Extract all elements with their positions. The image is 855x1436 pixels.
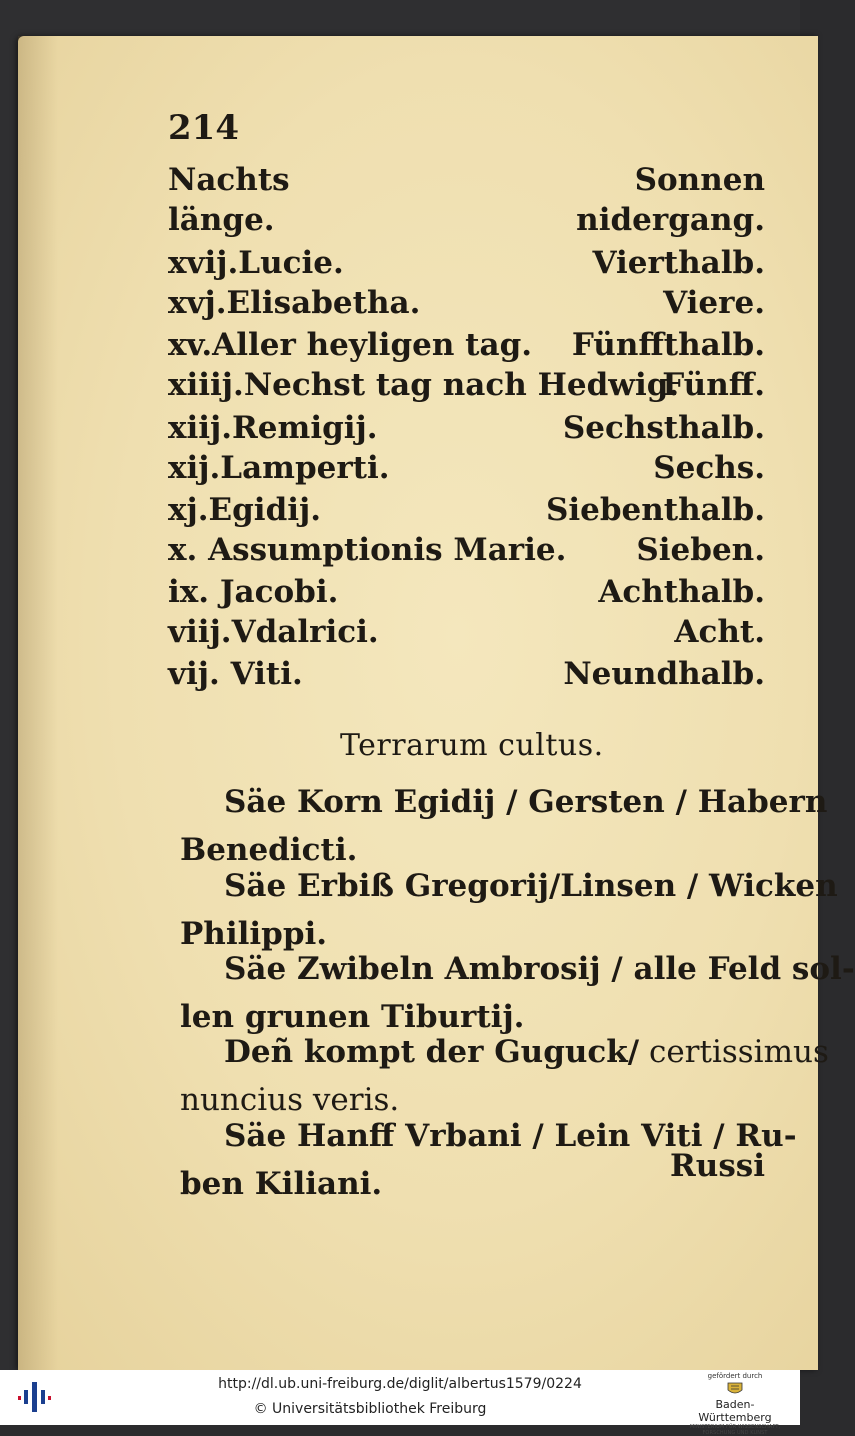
- page-number: 214: [168, 108, 239, 148]
- row-hours: Vierthalb.: [592, 245, 765, 281]
- row-hours: Fünffthalb.: [571, 327, 765, 363]
- latin-text: certissimus: [639, 1034, 829, 1070]
- table-row: [168, 448, 765, 488]
- table-header-right: nidergang.: [576, 202, 765, 238]
- paragraph-first-line: Säe Zwibeln Ambrosij / alle Feld sol-: [224, 951, 855, 987]
- paragraph-second-line: Benedicti.: [180, 832, 358, 868]
- row-hours: Acht.: [674, 614, 765, 650]
- row-hours: Achthalb.: [598, 574, 765, 610]
- sponsor-name: Baden-Württemberg: [698, 1398, 772, 1424]
- paragraph-first-line: Säe Hanff Vrbani / Lein Viti / Ru-: [224, 1118, 797, 1154]
- paragraph: [180, 862, 838, 958]
- row-hours: Siebenthalb.: [545, 492, 765, 528]
- sponsor-ministry: MINISTERIUM FÜR WISSENSCHAFT, FORSCHUNG UND KUNST: [689, 1424, 781, 1436]
- row-date: xiij.Remigij.: [168, 410, 378, 446]
- section-heading: Terrarum cultus.: [340, 728, 604, 763]
- paragraph-second-line: nuncius veris.: [180, 1082, 400, 1118]
- row-hours: Sechsthalb.: [562, 410, 765, 446]
- row-hours: Neundhalb.: [563, 656, 765, 692]
- table-header-left: Nachts: [168, 162, 290, 198]
- row-hours: Sechs.: [653, 450, 765, 486]
- sponsor-block: [680, 1372, 790, 1436]
- catchword: Russi: [670, 1148, 765, 1184]
- row-hours: Fünff.: [662, 367, 765, 403]
- permalink-url[interactable]: http://dl.ub.uni-freiburg.de/diglit/albertus1579/0224: [218, 1376, 582, 1392]
- paragraph-second-line: ben Kiliani.: [180, 1166, 383, 1202]
- paragraph-first-line: Säe Erbiß Gregorij/Linsen / Wicken: [224, 868, 838, 904]
- paragraph: [180, 778, 828, 874]
- table-header-left: länge.: [168, 202, 275, 238]
- row-date: x. Assumptionis Marie.: [168, 532, 567, 568]
- table-row: [168, 408, 765, 448]
- table-row: [168, 325, 765, 365]
- table-header-right: Sonnen: [634, 162, 765, 198]
- paragraph-bold-text: Deñ kompt der Guguck/: [224, 1034, 640, 1070]
- table-row: [168, 654, 765, 694]
- row-date: viij.Vdalrici.: [168, 614, 379, 650]
- row-date: xvj.Elisabetha.: [168, 285, 421, 321]
- paragraph: [180, 1028, 829, 1124]
- table-row: [168, 612, 765, 652]
- table-row: [168, 243, 765, 283]
- row-date: xj.Egidij.: [168, 492, 322, 528]
- paragraph-second-line: len grunen Tiburtij.: [180, 999, 525, 1035]
- row-date: xvij.Lucie.: [168, 245, 344, 281]
- table-header-row: [168, 160, 765, 200]
- paragraph-first-line: Säe Korn Egidij / Gersten / Habern: [224, 784, 828, 820]
- row-hours: Viere.: [663, 285, 765, 321]
- sponsor-top: gefördert durch: [707, 1372, 763, 1380]
- row-date: xiiij.Nechst tag nach Hedwig.: [168, 367, 680, 403]
- footer-bar: [0, 1370, 800, 1436]
- paragraph: [180, 945, 855, 1041]
- paragraph-second-line: Philippi.: [180, 916, 328, 952]
- table-row: [168, 490, 765, 530]
- row-date: ix. Jacobi.: [168, 574, 339, 610]
- table-row: [168, 365, 765, 405]
- table-header-row: [168, 200, 765, 240]
- table-row: [168, 530, 765, 570]
- table-row: [168, 572, 765, 612]
- row-hours: Sieben.: [636, 532, 765, 568]
- row-date: xv.Aller heyligen tag.: [168, 327, 533, 363]
- row-date: vij. Viti.: [168, 656, 303, 692]
- copyright-text: © Universitätsbibliothek Freiburg: [253, 1401, 487, 1417]
- baden-wuerttemberg-crest-icon: [725, 1381, 745, 1397]
- table-row: [168, 283, 765, 323]
- row-date: xij.Lamperti.: [168, 450, 390, 486]
- paragraph-first-line: [180, 1028, 829, 1076]
